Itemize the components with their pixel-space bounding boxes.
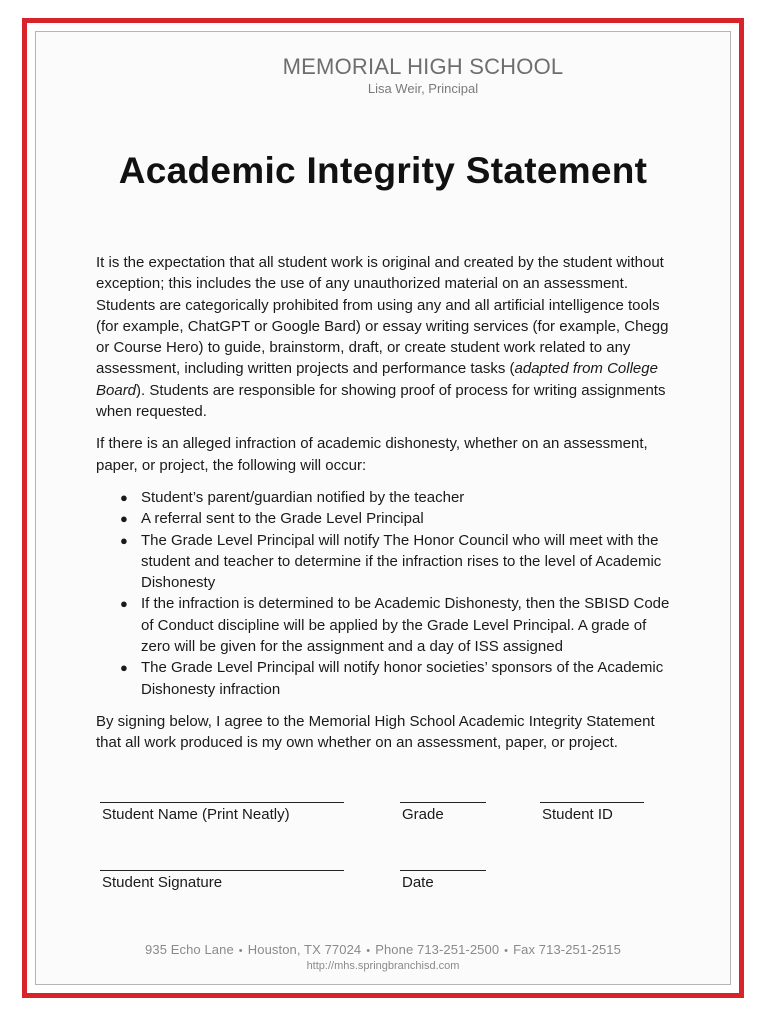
document-title: Academic Integrity Statement bbox=[118, 150, 648, 191]
footer-phone: Phone 713-251-2500 bbox=[375, 942, 500, 957]
list-item-text: A referral sent to the Grade Level Principal bbox=[141, 510, 424, 528]
list-item-text: If the infraction is determined to be Academic Dishonesty, then the SBISD Code of Conduct discipline will be applied by the Grade Level Principal. A grade of zero will be given for the assignment and a day of ISS assigned bbox=[141, 595, 670, 656]
footer-separator: • bbox=[504, 945, 509, 957]
expectation-paragraph bbox=[96, 252, 678, 422]
grade-label: Grade bbox=[402, 806, 444, 823]
student-name-field[interactable] bbox=[100, 802, 344, 823]
list-item bbox=[120, 593, 678, 657]
bullet-icon: ● bbox=[120, 596, 128, 612]
footer bbox=[36, 942, 730, 972]
grade-line bbox=[400, 802, 486, 803]
letterhead bbox=[36, 54, 730, 96]
expectation-text: It is the expectation that all student work is original and created by the student without exception; this includes the use of any unauthorized material on an assessment. Students are categorically prohibited from using any and all artificial intelligence tools (for example, ChatGPT or Google Bard) or essay writing services (for example, Chegg or Course Hero) to guide, brainstorm, draft, or create student work related to any assessment, including written projects and performance tasks ( bbox=[96, 254, 669, 378]
consequence-list bbox=[96, 487, 678, 700]
statement-body bbox=[96, 252, 678, 765]
student-signature-line bbox=[100, 870, 344, 871]
list-item-text: Student’s parent/guardian notified by the teacher bbox=[141, 488, 465, 506]
bullet-icon: ● bbox=[120, 532, 128, 548]
student-signature-field[interactable] bbox=[100, 870, 344, 891]
footer-street: 935 Echo Lane bbox=[145, 942, 234, 957]
list-item bbox=[120, 487, 678, 508]
footer-separator: • bbox=[366, 945, 371, 957]
footer-separator: • bbox=[238, 945, 243, 957]
bullet-icon: ● bbox=[120, 660, 128, 676]
bullet-icon: ● bbox=[120, 489, 128, 505]
bullet-icon: ● bbox=[120, 511, 128, 527]
date-line bbox=[400, 870, 486, 871]
grade-field[interactable] bbox=[400, 802, 486, 823]
expectation-text-end: ). Students are responsible for showing proof of process for writing assignments when requested. bbox=[96, 381, 666, 421]
page-inner-frame bbox=[35, 31, 731, 985]
list-item bbox=[120, 657, 678, 700]
source-citation: adapted from College Board bbox=[96, 360, 658, 399]
page-border bbox=[22, 18, 744, 998]
list-item bbox=[120, 530, 678, 594]
list-item-text: The Grade Level Principal will notify The Honor Council who will meet with the student and teacher to determine if the infraction rises to the level of Academic Dishonesty bbox=[141, 531, 662, 592]
principal-name: Lisa Weir, Principal bbox=[367, 81, 479, 96]
footer-fax: Fax 713-251-2515 bbox=[513, 942, 621, 957]
school-name: MEMORIAL HIGH SCHOOL bbox=[282, 54, 564, 79]
student-id-label: Student ID bbox=[542, 806, 613, 823]
footer-website-link[interactable]: http://mhs.springbranchisd.com bbox=[306, 960, 460, 972]
list-item bbox=[120, 508, 678, 529]
student-id-line bbox=[540, 802, 644, 803]
student-name-label: Student Name (Print Neatly) bbox=[102, 806, 290, 823]
infraction-paragraph: If there is an alleged infraction of academic dishonesty, whether on an assessment, paper, or project, the following will occur: bbox=[96, 435, 648, 474]
date-field[interactable] bbox=[400, 870, 486, 891]
date-label: Date bbox=[402, 874, 434, 891]
footer-address bbox=[36, 942, 730, 957]
agreement-paragraph: By signing below, I agree to the Memorial High School Academic Integrity Statement that all work produced is my own whether on an assessment, paper, or project. bbox=[96, 712, 655, 752]
signature-section bbox=[36, 802, 730, 942]
student-signature-label: Student Signature bbox=[102, 874, 223, 891]
student-name-line bbox=[100, 802, 344, 803]
list-item-text: The Grade Level Principal will notify honor societies’ sponsors of the Academic Dishonesty infraction bbox=[141, 659, 664, 698]
footer-city: Houston, TX 77024 bbox=[247, 942, 362, 957]
student-id-field[interactable] bbox=[540, 802, 644, 823]
